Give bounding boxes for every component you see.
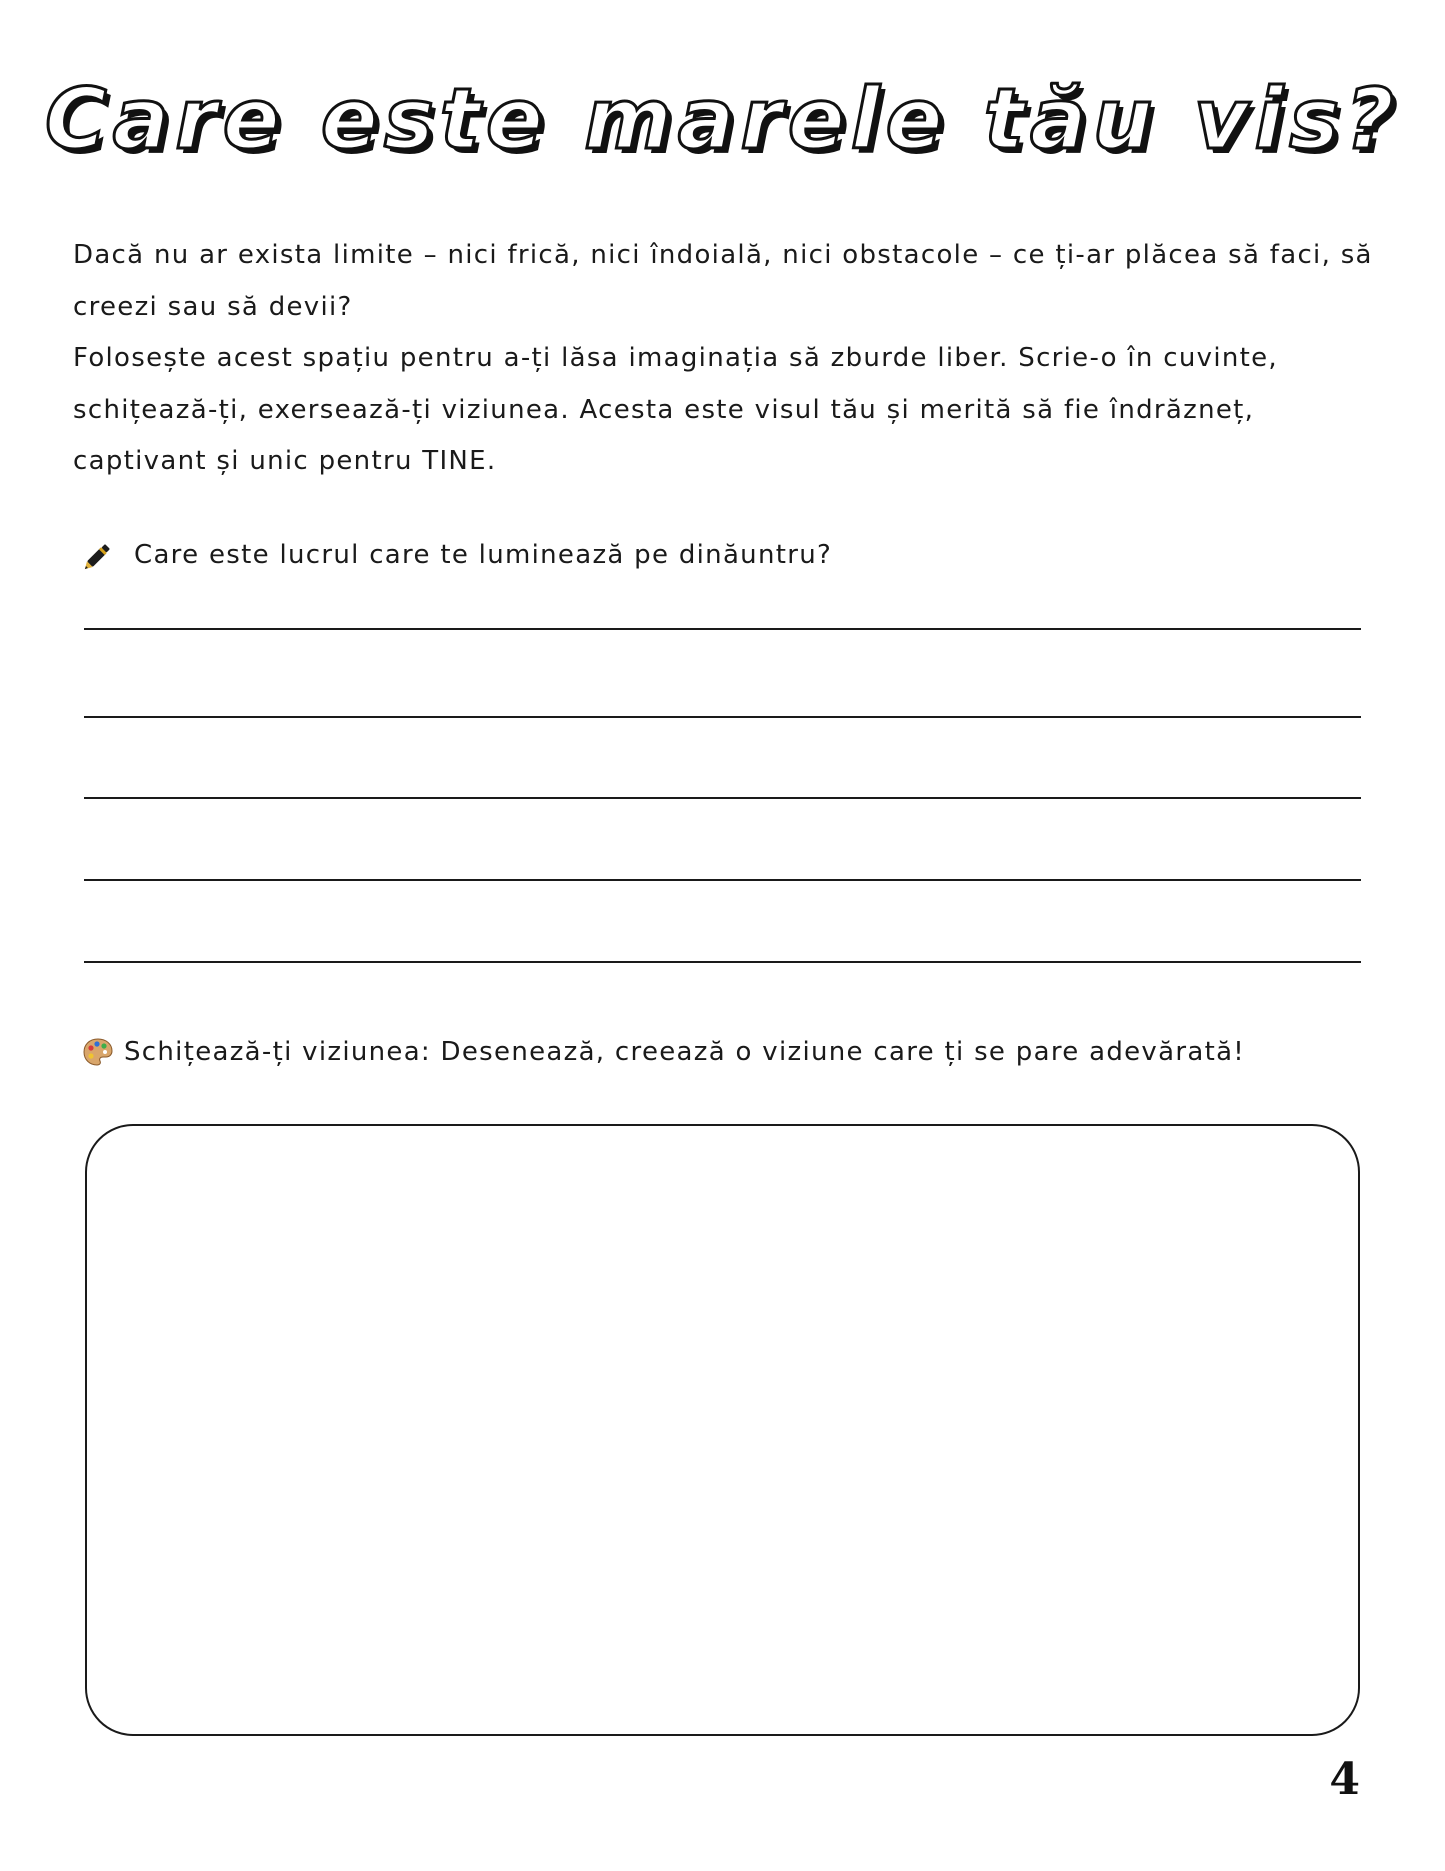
writing-line-3[interactable] (84, 797, 1361, 799)
writing-line-5[interactable] (84, 961, 1361, 963)
writing-prompt (82, 538, 832, 572)
palette-icon (82, 1036, 114, 1068)
writing-prompt-text: Care este lucrul care te luminează pe dinăuntru? (134, 540, 833, 570)
intro-text (73, 230, 1373, 488)
writing-line-2[interactable] (84, 716, 1361, 718)
intro-paragraph-1: Dacă nu ar exista limite – nici frică, nici îndoială, nici obstacole – ce ți-ar plăcea să faci, să creezi sau să devii? (73, 240, 1373, 322)
intro-paragraph-2: Folosește acest spațiu pentru a-ți lăsa imaginația să zburde liber. Scrie-o în cuvinte, schițează-ți, exersează-ți viziunea. Acesta este visul tău și merită să fie îndrăzneț, captivant și unic pentru TINE. (73, 343, 1278, 476)
page-number: 4 (1329, 1754, 1360, 1805)
sketch-prompt (82, 1036, 1245, 1068)
writing-line-4[interactable] (84, 879, 1361, 881)
sketch-area[interactable] (85, 1124, 1360, 1736)
page-title: Care este marele tău vis? (44, 70, 1401, 168)
sketch-prompt-text: Schițează-ți viziunea: Desenează, creează o viziune care ți se pare adevărată! (124, 1037, 1246, 1067)
pen-icon (82, 538, 116, 572)
writing-line-1[interactable] (84, 628, 1361, 630)
